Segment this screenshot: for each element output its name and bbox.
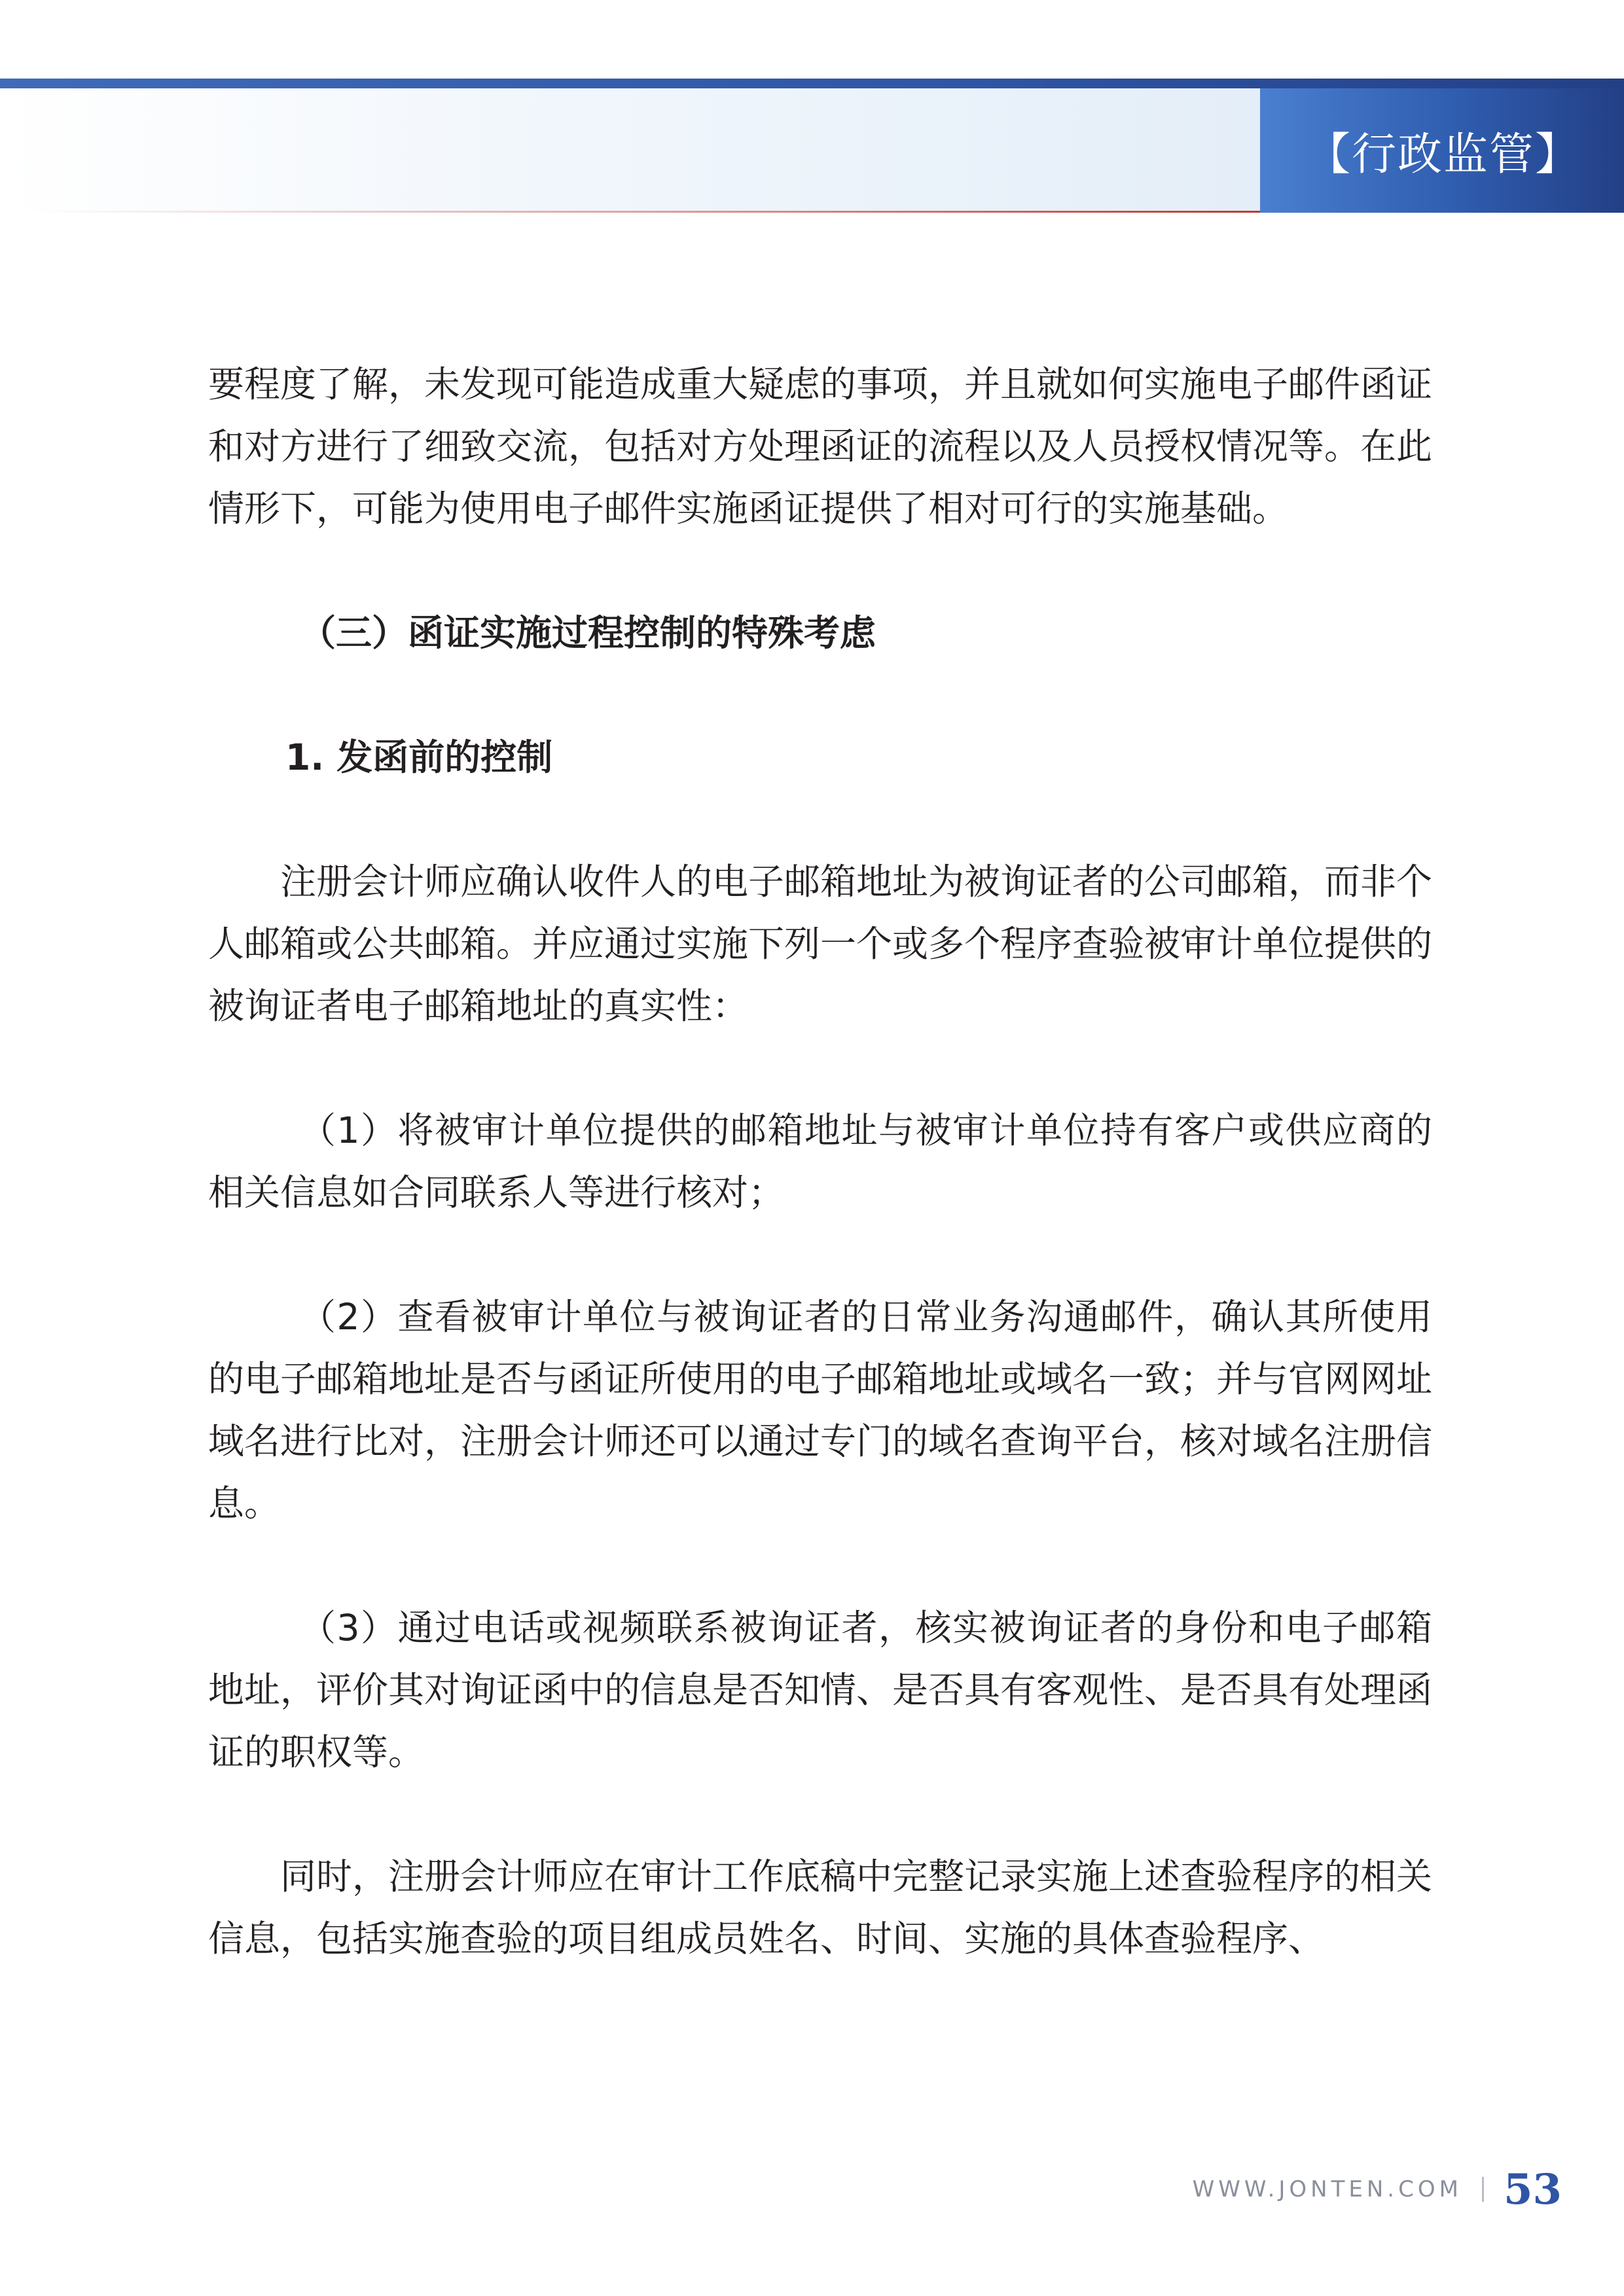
section-label: 【行政监管】 (1306, 128, 1581, 181)
list-item-3: （3）通过电话或视频联系被询证者，核实被询证者的身份和电子邮箱地址，评价其对询证函中的信息是否知情、是否具有客观性、是否具有处理函证的职权等。 (208, 1607, 1433, 1773)
list-item-1: （1）将被审计单位提供的邮箱地址与被审计单位持有客户或供应商的相关信息如合同联系人等进行核对； (208, 1109, 1432, 1213)
paragraph-documentation: 同时，注册会计师应在审计工作底稿中完整记录实施上述查验程序的相关信息，包括实施查验的项目组成员姓名、时间、实施的具体查验程序、 (208, 1856, 1433, 1960)
website-url: WWW.JONTEN.COM (1192, 2176, 1462, 2202)
paragraph-mailbox-check: 注册会计师应确认收件人的电子邮箱地址为被询证者的公司邮箱，而非个人邮箱或公共邮箱。并应通过实施下列一个或多个程序查验被审计单位提供的被询证者电子邮箱地址的真实性： (208, 861, 1433, 1027)
header-band (0, 88, 1260, 211)
paragraph-continued: 要程度了解，未发现可能造成重大疑虑的事项，并且就如何实施电子邮件函证和对方进行了细致交流，包括对方处理函证的流程以及人员授权情况等。在此情形下，可能为使用电子邮件实施函证提供了相对可行的实施基础。 (208, 363, 1433, 529)
footer-divider (1482, 2177, 1484, 2202)
subsection-heading: 1. 发函前的控制 (285, 736, 553, 778)
page-content (208, 353, 1432, 1970)
section-tab (1260, 88, 1624, 213)
page-footer (1193, 2160, 1562, 2219)
header-top-rule (0, 79, 1624, 88)
section-heading: （三）函证实施过程控制的特殊考虑 (300, 612, 876, 654)
page-number: 53 (1503, 2164, 1562, 2214)
list-item-2: （2）查看被审计单位与被询证者的日常业务沟通邮件，确认其所使用的电子邮箱地址是否与函证所使用的电子邮箱地址或域名一致；并与官网网址域名进行比对，注册会计师还可以通过专门的域名查询平台，核对域名注册信息。 (208, 1296, 1433, 1524)
header-accent-line (36, 211, 1260, 213)
